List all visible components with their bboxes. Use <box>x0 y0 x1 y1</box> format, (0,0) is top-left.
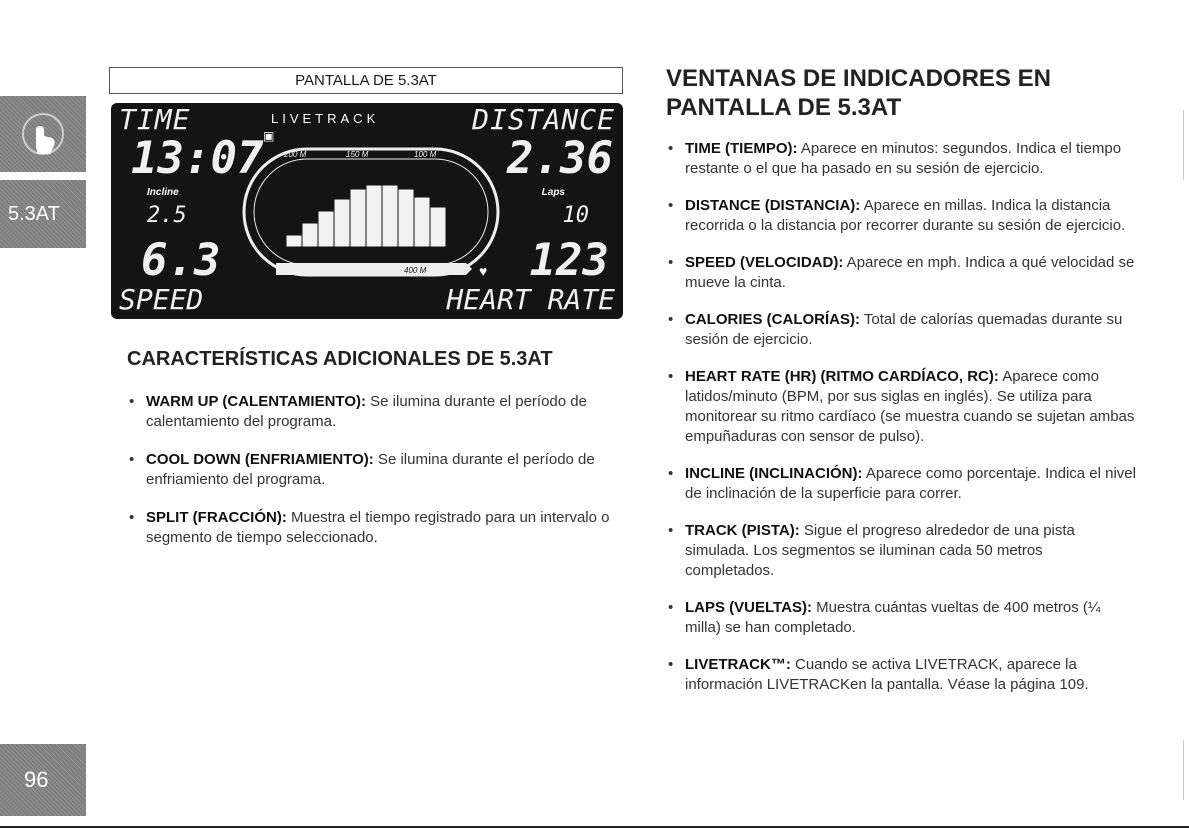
sidebar-hand-icon-tab <box>0 96 86 172</box>
track-mark-100: 100 M <box>414 150 437 159</box>
panel-caption: PANTALLA DE 5.3AT <box>109 67 623 94</box>
page-number-tab <box>0 744 86 816</box>
list-item: • HEART RATE (HR) (RITMO CARDÍACO, RC): Aparece como latidos/minuto (BPM, por sus siglas en inglés). Se utiliza para monitorear su ritmo cardíaco (se muestra cuando se sujetan ambas empuñaduras con sensor de pulso). <box>666 367 1136 447</box>
display-distance-value: 2.36 <box>507 133 613 184</box>
display-speed-value: 6.3 <box>141 235 221 286</box>
track-mark-150: 150 M <box>346 150 369 159</box>
list-item: • DISTANCE (DISTANCIA): Aparece en millas. Indica la distancia recorrida o la distancia por recorrer durante su sesión de ejercicio. <box>666 196 1136 236</box>
bottom-rule <box>0 826 1189 828</box>
margin-rule <box>1183 740 1184 800</box>
display-heart-rate-label: HEART RATE <box>446 283 615 316</box>
list-item: • SPLIT (FRACCIÓN): Muestra el tiempo registrado para un intervalo o segmento de tiempo seleccionado. <box>127 508 637 548</box>
display-heart-rate-value: 123 <box>529 235 609 286</box>
display-speed-label: SPEED <box>119 283 204 316</box>
list-item: • TRACK (PISTA): Sigue el progreso alrededor de una pista simulada. Los segmentos se iluminan cada 50 metros completados. <box>666 521 1136 581</box>
heart-icon: ♥ <box>479 263 488 279</box>
display-laps-value: 10 <box>562 203 589 228</box>
list-item: • INCLINE (INCLINACIÓN): Aparece como porcentaje. Indica el nivel de inclinación de la superficie para correr. <box>666 464 1136 504</box>
track-graphic <box>236 145 506 280</box>
display-distance-label: DISTANCE <box>472 103 615 136</box>
additional-features-list <box>127 392 637 566</box>
list-item: • WARM UP (CALENTAMIENTO): Se ilumina durante el período de calentamiento del programa. <box>127 392 637 432</box>
additional-features-heading: CARACTERÍSTICAS ADICIONALES DE 5.3AT <box>127 348 553 370</box>
list-item: • CALORIES (CALORÍAS): Total de calorías quemadas durante su sesión de ejercicio. <box>666 310 1136 350</box>
display-laps-label: Laps <box>541 187 565 198</box>
display-time-value: 13:07 <box>131 133 264 184</box>
indicator-windows-heading: VENTANAS DE INDICADORES EN PANTALLA DE 5.3AT <box>666 65 1051 121</box>
display-time-label: TIME <box>119 103 191 136</box>
track-mark-200: 200 M <box>284 150 307 159</box>
indicator-windows-list <box>666 139 1136 712</box>
margin-rule <box>1183 110 1184 180</box>
display-livetrack-label: LIVETRACK <box>271 111 380 126</box>
console-display-image <box>111 103 623 319</box>
track-mark-400: 400 M <box>404 266 427 275</box>
sidebar-model-label: 5.3AT <box>8 202 60 225</box>
list-item: • SPEED (VELOCIDAD): Aparece en mph. Indica a qué velocidad se mueve la cinta. <box>666 253 1136 293</box>
list-item: • COOL DOWN (ENFRIAMIENTO): Se ilumina durante el período de enfriamiento del programa. <box>127 450 637 490</box>
sidebar-model-tab <box>0 180 86 248</box>
list-item: • LAPS (VUELTAS): Muestra cuántas vueltas de 400 metros (¼ milla) se han completado. <box>666 598 1136 638</box>
livetrack-key-icon: ▣ <box>263 129 275 143</box>
touch-hand-icon <box>0 96 86 172</box>
display-incline-label: Incline <box>147 187 179 198</box>
page-number: 96 <box>24 767 49 792</box>
display-incline-value: 2.5 <box>147 203 187 228</box>
list-item: • LIVETRACK™: Cuando se activa LIVETRACK, aparece la información LIVETRACKen la pantalla. Véase la página 109. <box>666 655 1136 695</box>
list-item: • TIME (TIEMPO): Aparece en minutos: segundos. Indica el tiempo restante o el que ha pasado en su sesión de ejercicio. <box>666 139 1136 179</box>
